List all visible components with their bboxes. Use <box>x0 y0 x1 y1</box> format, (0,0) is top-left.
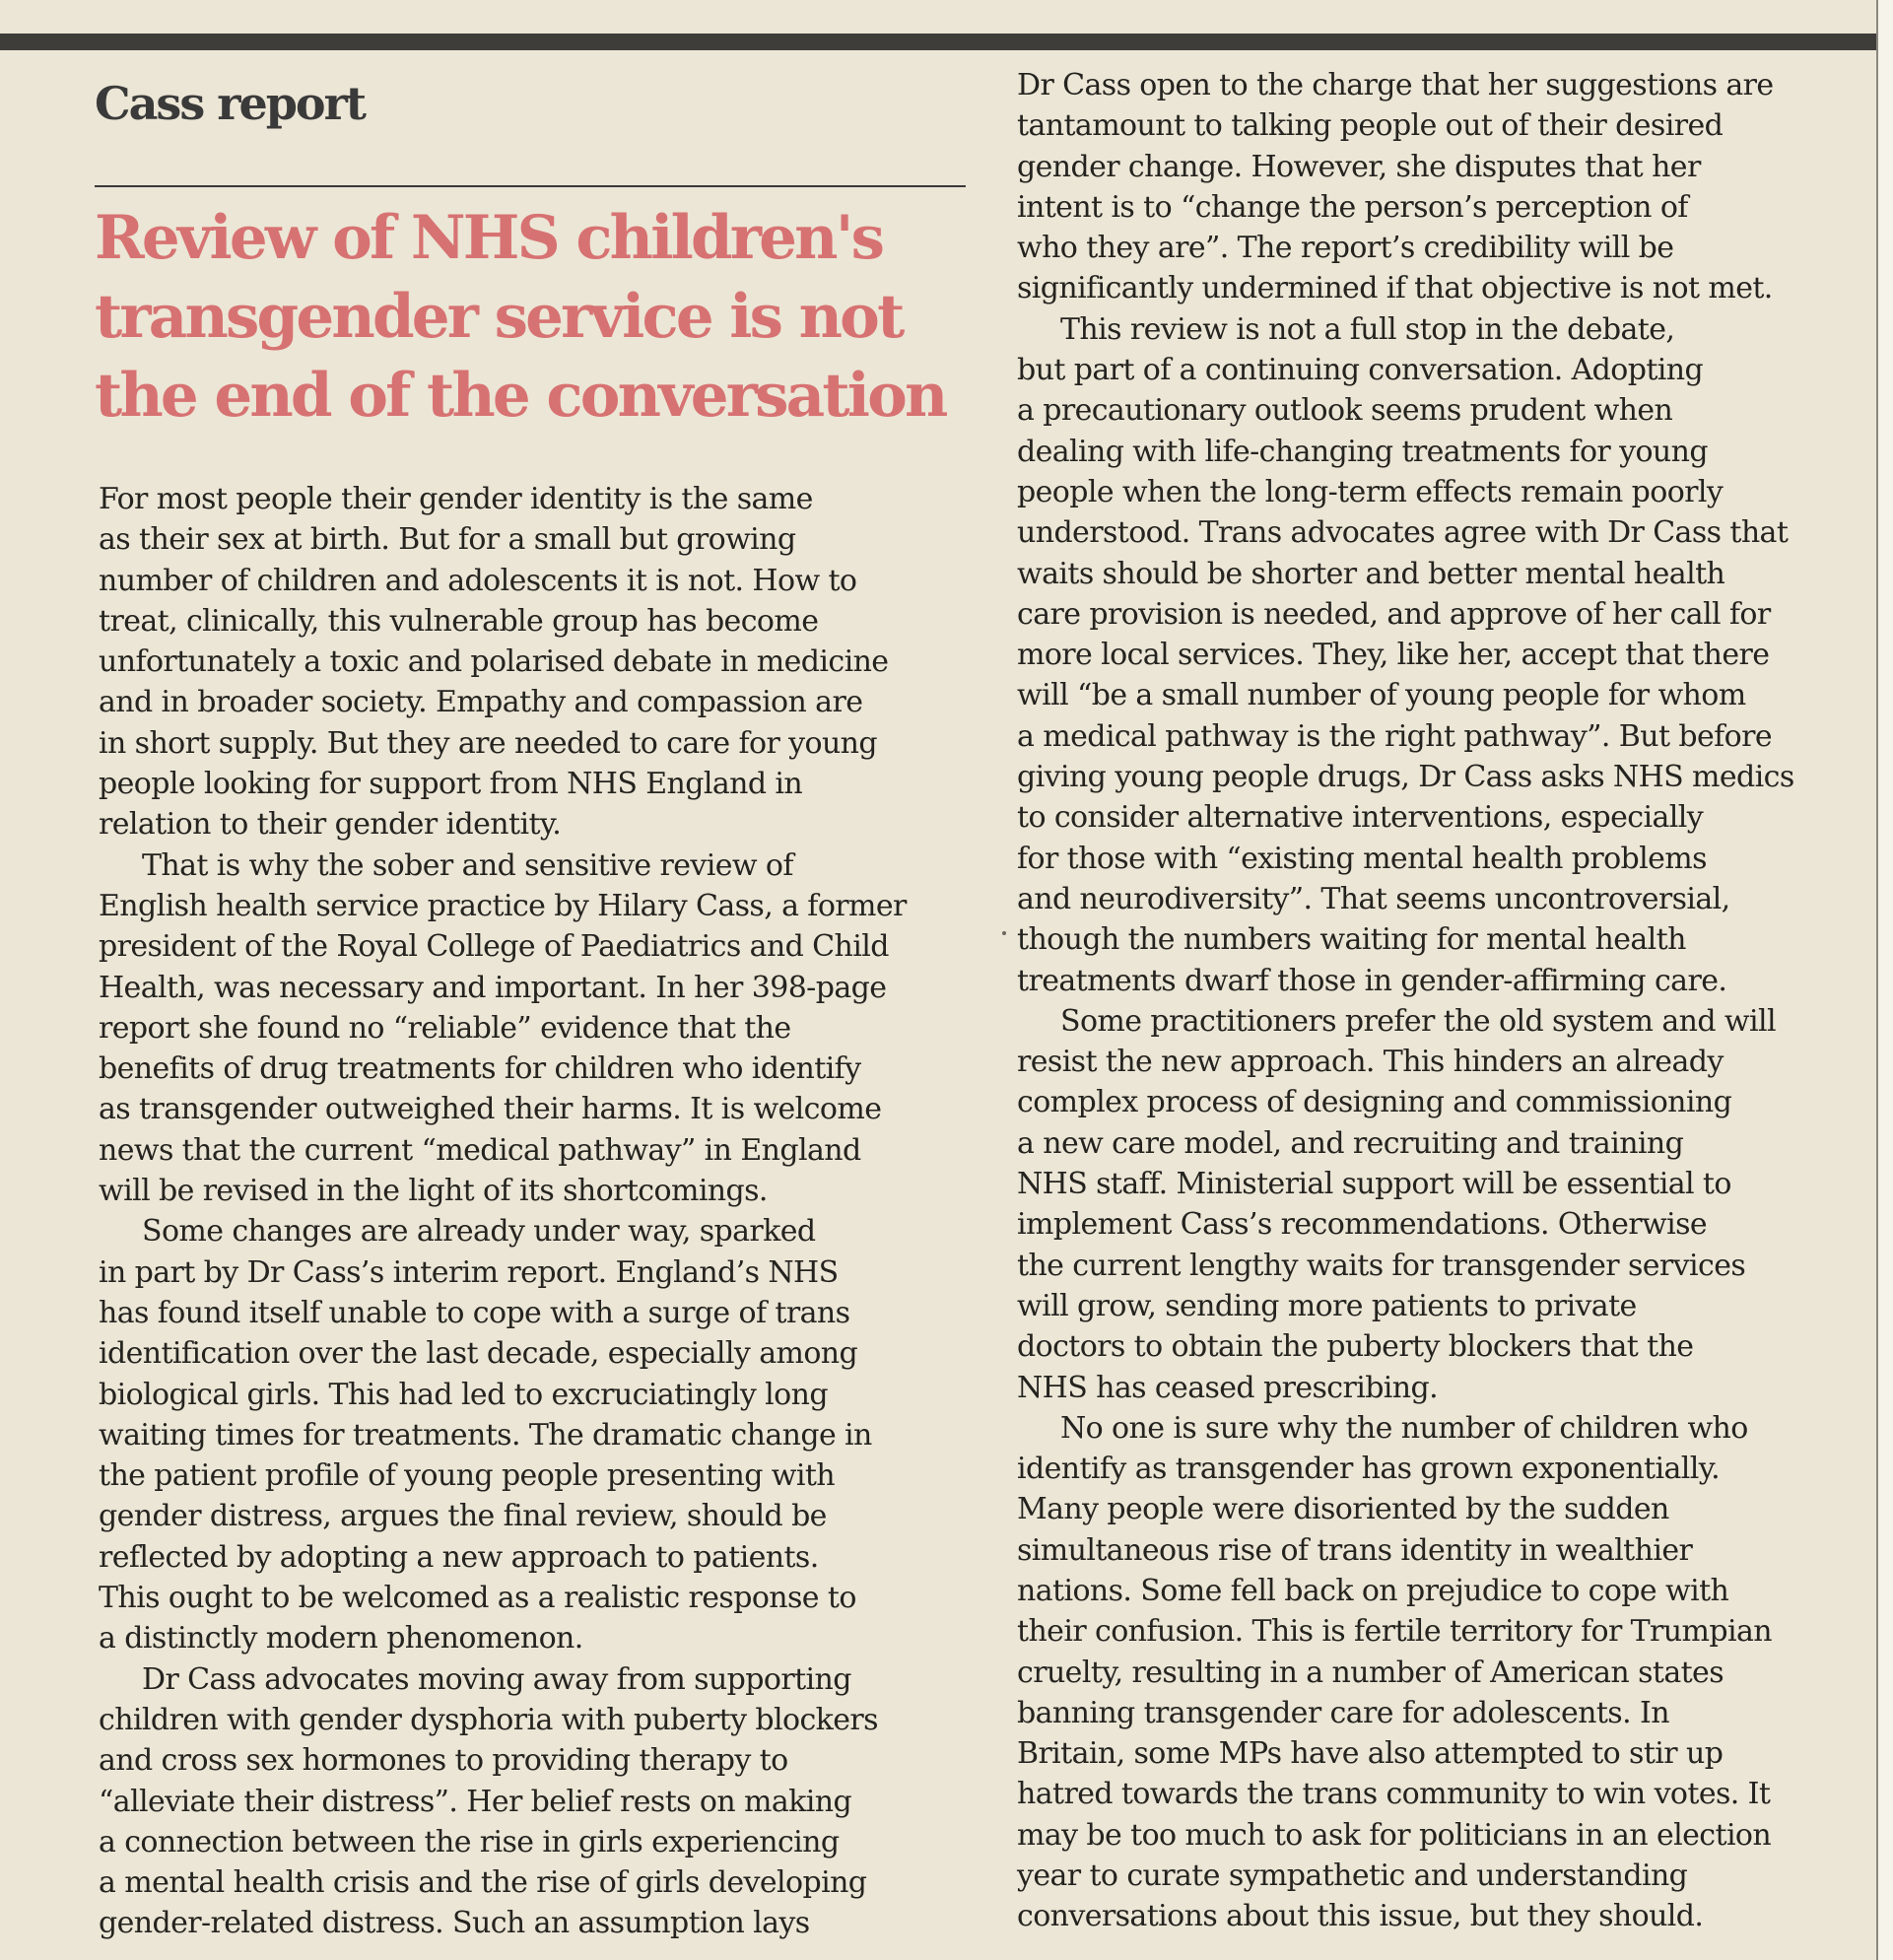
body-text-line: as their sex at birth. But for a small but growing <box>99 522 796 558</box>
body-text-line: may be too much to ask for politicians in an election <box>1017 1817 1772 1853</box>
body-text-line: hatred towards the trans community to win votes. It <box>1017 1777 1771 1812</box>
body-text-line: unfortunately a toxic and polarised debate in medicine <box>99 644 889 680</box>
body-text-line: care provision is needed, and approve of her call for <box>1017 596 1771 632</box>
body-text-line: will grow, sending more patients to private <box>1017 1288 1637 1323</box>
body-text-line: in part by Dr Cass’s interim report. England’s NHS <box>99 1254 839 1290</box>
body-text-line: reflected by adopting a new approach to patients. <box>99 1539 819 1575</box>
body-text-line: implement Cass’s recommendations. Otherwise <box>1017 1207 1708 1243</box>
print-speck <box>1002 931 1006 935</box>
body-text-line: to consider alternative interventions, especially <box>1017 800 1704 836</box>
body-text-line: intent is to “change the person’s perception of <box>1017 189 1688 225</box>
body-text-line: This ought to be welcomed as a realistic response to <box>99 1581 856 1616</box>
body-text-line: president of the Royal College of Paediatrics and Child <box>99 929 889 965</box>
body-text-line: “alleviate their distress”. Her belief rests on making <box>99 1784 852 1819</box>
body-text-line: a connection between the rise in girls experiencing <box>99 1824 840 1859</box>
body-text-line: nations. Some fell back on prejudice to cope with <box>1017 1573 1729 1608</box>
body-text-line: waits should be shorter and better mental health <box>1017 556 1725 591</box>
body-text-line: banning transgender care for adolescents. In <box>1017 1695 1669 1730</box>
body-text-line: significantly undermined if that objective is not met. <box>1017 271 1773 306</box>
body-text-line: Health, was necessary and important. In her 398-page <box>99 970 887 1005</box>
body-text-line: the current lengthy waits for transgender services <box>1017 1248 1746 1283</box>
body-text-line: Britain, some MPs have also attempted to stir up <box>1017 1736 1724 1772</box>
body-text-line: benefits of drug treatments for children who identify <box>99 1051 861 1087</box>
body-text-line: people looking for support from NHS England in <box>99 767 803 802</box>
kicker-rule <box>95 185 966 187</box>
body-text-line: a new care model, and recruiting and training <box>1017 1125 1684 1161</box>
body-text-line: number of children and adolescents it is not. How to <box>99 563 857 598</box>
body-text-line: will “be a small number of young people for whom <box>1017 678 1746 713</box>
body-text-line: doctors to obtain the puberty blockers that the <box>1017 1329 1694 1365</box>
top-page-bar <box>0 34 1893 50</box>
body-text-line: identify as transgender has grown exponentially. <box>1017 1452 1721 1487</box>
body-text-line: Dr Cass advocates moving away from supporting <box>142 1661 851 1697</box>
body-text-line: a mental health crisis and the rise of girls developing <box>99 1865 867 1901</box>
body-text-line: gender distress, argues the final review, should be <box>99 1499 827 1534</box>
body-text-line: biological girls. This had led to excruciatingly long <box>99 1377 828 1412</box>
section-kicker: Cass report <box>95 77 366 130</box>
body-text-line: who they are”. The report’s credibility will be <box>1017 231 1674 266</box>
body-text-line: treat, clinically, this vulnerable group has become <box>99 603 819 639</box>
body-text-line: identification over the last decade, especially among <box>99 1336 858 1372</box>
body-text-line: conversations about this issue, but they should. <box>1017 1899 1704 1934</box>
body-text-line: treatments dwarf those in gender-affirming care. <box>1017 963 1727 998</box>
body-text-line: resist the new approach. This hinders an already <box>1017 1045 1724 1080</box>
body-text-line: a distinctly modern phenomenon. <box>99 1621 583 1656</box>
body-text-line: giving young people drugs, Dr Cass asks NHS medics <box>1017 760 1794 795</box>
body-text-line: as transgender outweighed their harms. It is welcome <box>99 1092 882 1127</box>
body-text-line: understood. Trans advocates agree with Dr Cass that <box>1017 515 1789 551</box>
body-text-line: and in broader society. Empathy and compassion are <box>99 685 863 720</box>
body-text-line: but part of a continuing conversation. Adopting <box>1017 353 1704 388</box>
body-text-line: NHS staff. Ministerial support will be essential to <box>1017 1167 1731 1202</box>
body-text-line: This review is not a full stop in the debate, <box>1060 311 1675 347</box>
body-text-line: Some changes are already under way, sparked <box>142 1214 816 1250</box>
body-text-line: dealing with life-changing treatments for young <box>1017 434 1708 469</box>
body-text-line: NHS has ceased prescribing. <box>1017 1370 1439 1405</box>
body-text-line: a medical pathway is the right pathway”. But before <box>1017 718 1772 754</box>
body-text-line: gender-related distress. Such an assumption lays <box>99 1906 810 1941</box>
body-text-line: Some practitioners prefer the old system and will <box>1060 1003 1776 1039</box>
body-text-line: No one is sure why the number of children who <box>1060 1410 1748 1446</box>
body-text-line: complex process of designing and commissioning <box>1017 1085 1732 1120</box>
body-text-line: in short supply. But they are needed to care for young <box>99 725 878 761</box>
body-text-line: has found itself unable to cope with a surge of trans <box>99 1295 850 1330</box>
body-text-line: their confusion. This is fertile territory for Trumpian <box>1017 1614 1772 1650</box>
body-text-line: That is why the sober and sensitive review of <box>142 847 793 883</box>
body-text-line: though the numbers waiting for mental health <box>1017 922 1686 958</box>
body-text-line: gender change. However, she disputes that her <box>1017 149 1701 184</box>
body-text-line: and cross sex hormones to providing therapy to <box>99 1743 788 1779</box>
body-text-line: relation to their gender identity. <box>99 807 562 843</box>
body-text-line: news that the current “medical pathway” in England <box>99 1132 861 1168</box>
body-text-line: the patient profile of young people presenting with <box>99 1458 835 1494</box>
body-text-line: will be revised in the light of its shortcomings. <box>99 1174 768 1209</box>
body-text-line: and neurodiversity”. That seems uncontroversial, <box>1017 881 1730 916</box>
body-text-line: waiting times for treatments. The dramatic change in <box>99 1417 872 1453</box>
body-text-line: for those with “existing mental health problems <box>1017 841 1707 876</box>
body-text-line: Dr Cass open to the charge that her suggestions are <box>1017 68 1774 102</box>
body-text-line: people when the long-term effects remain poorly <box>1017 474 1724 509</box>
body-text-line: children with gender dysphoria with puberty blockers <box>99 1702 878 1737</box>
body-text-line: more local services. They, like her, accept that there <box>1017 638 1770 673</box>
body-text-line: For most people their gender identity is the same <box>99 482 813 516</box>
body-text-line: tantamount to talking people out of their desired <box>1017 108 1724 144</box>
body-text-line: Many people were disoriented by the sudden <box>1017 1492 1669 1527</box>
article-column-right <box>1017 65 1864 1937</box>
body-text-line: cruelty, resulting in a number of American states <box>1017 1655 1724 1690</box>
body-text-line: a precautionary outlook seems prudent when <box>1017 393 1673 429</box>
body-text-line: English health service practice by Hilary Cass, a former <box>99 888 907 923</box>
body-text-line: report she found no “reliable” evidence that the <box>99 1010 791 1046</box>
article-column-left <box>99 479 976 1944</box>
page-edge <box>1876 0 1893 1960</box>
body-text-line: simultaneous rise of trans identity in wealthier <box>1017 1532 1693 1568</box>
article-headline: Review of NHS children's transgender service is not the end of the conversation <box>95 203 946 431</box>
body-text-line: year to curate sympathetic and understanding <box>1017 1859 1688 1894</box>
